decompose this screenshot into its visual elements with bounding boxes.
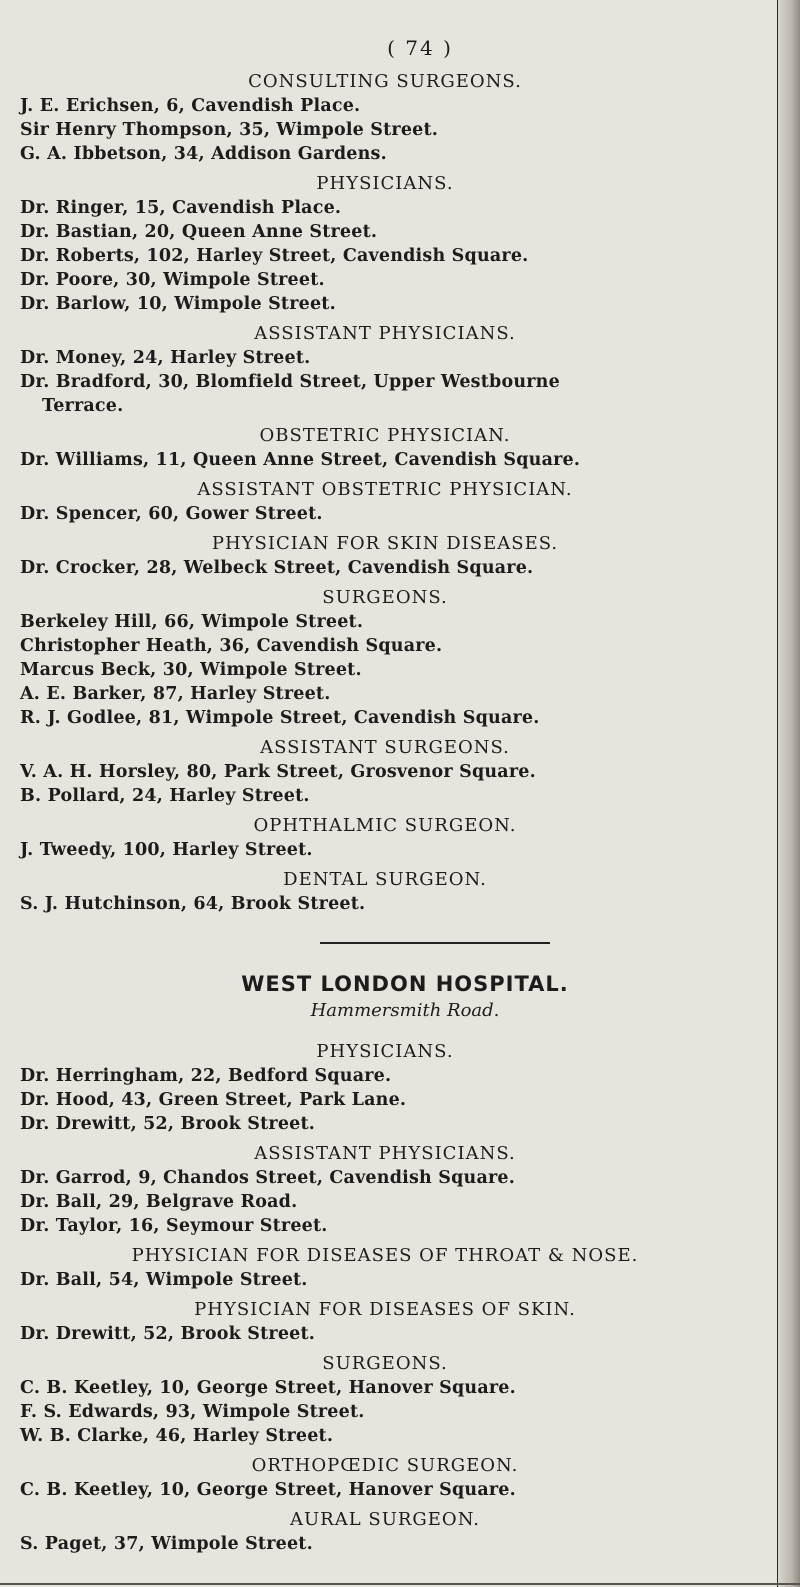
section-heading: SURGEONS. bbox=[322, 587, 448, 608]
section-heading: PHYSICIAN FOR DISEASES OF SKIN. bbox=[194, 1299, 576, 1320]
page-number: ( 74 ) bbox=[387, 36, 453, 60]
directory-entry: Dr. Herringham, 22, Bedford Square. bbox=[20, 1066, 392, 1086]
directory-entry: B. Pollard, 24, Harley Street. bbox=[20, 786, 310, 806]
directory-entry: Dr. Hood, 43, Green Street, Park Lane. bbox=[20, 1090, 407, 1110]
directory-entry: S. J. Hutchinson, 64, Brook Street. bbox=[20, 894, 366, 914]
directory-entry: J. E. Erichsen, 6, Cavendish Place. bbox=[20, 96, 361, 116]
hospital-subtitle: Hammersmith Road. bbox=[310, 1000, 500, 1021]
section-heading: PHYSICIAN FOR SKIN DISEASES. bbox=[211, 533, 559, 554]
directory-entry: F. S. Edwards, 93, Wimpole Street. bbox=[20, 1402, 365, 1422]
directory-entry: C. B. Keetley, 10, George Street, Hanover Square. bbox=[20, 1480, 516, 1500]
section-divider bbox=[320, 942, 550, 944]
directory-entry: Dr. Ball, 29, Belgrave Road. bbox=[20, 1192, 298, 1212]
section-heading: AURAL SURGEON. bbox=[289, 1509, 481, 1530]
section-heading: OPHTHALMIC SURGEON. bbox=[253, 815, 517, 836]
section-heading: OBSTETRIC PHYSICIAN. bbox=[259, 425, 511, 446]
hospital-title: WEST LONDON HOSPITAL. bbox=[241, 972, 569, 996]
section-heading: PHYSICIANS. bbox=[316, 1041, 454, 1062]
directory-entry: Dr. Crocker, 28, Welbeck Street, Cavendish Square. bbox=[20, 558, 534, 578]
directory-entry: Dr. Money, 24, Harley Street. bbox=[20, 348, 311, 368]
page-bottom-line bbox=[0, 1583, 800, 1585]
directory-entry: Dr. Williams, 11, Queen Anne Street, Cavendish Square. bbox=[20, 450, 581, 470]
directory-entry: Dr. Poore, 30, Wimpole Street. bbox=[20, 270, 325, 290]
directory-entry: A. E. Barker, 87, Harley Street. bbox=[20, 684, 331, 704]
section-heading: ORTHOPŒDIC SURGEON. bbox=[251, 1455, 519, 1476]
directory-entry: S. Paget, 37, Wimpole Street. bbox=[20, 1534, 313, 1554]
section-heading: SURGEONS. bbox=[322, 1353, 448, 1374]
directory-entry: G. A. Ibbetson, 34, Addison Gardens. bbox=[20, 144, 387, 164]
directory-entry: Dr. Barlow, 10, Wimpole Street. bbox=[20, 294, 336, 314]
section-heading: ASSISTANT PHYSICIANS. bbox=[254, 323, 516, 344]
section-heading: PHYSICIAN FOR DISEASES OF THROAT & NOSE. bbox=[131, 1245, 639, 1266]
section-heading: ASSISTANT OBSTETRIC PHYSICIAN. bbox=[197, 479, 573, 500]
directory-entry: Christopher Heath, 36, Cavendish Square. bbox=[20, 636, 443, 656]
directory-entry: Sir Henry Thompson, 35, Wimpole Street. bbox=[20, 120, 439, 140]
section-heading: PHYSICIANS. bbox=[316, 173, 454, 194]
directory-entry: C. B. Keetley, 10, George Street, Hanover Square. bbox=[20, 1378, 516, 1398]
directory-entry: R. J. Godlee, 81, Wimpole Street, Cavendish Square. bbox=[20, 708, 540, 728]
section-heading: ASSISTANT SURGEONS. bbox=[260, 737, 510, 758]
section-heading: ASSISTANT PHYSICIANS. bbox=[254, 1143, 516, 1164]
directory-entry: Dr. Bradford, 30, Blomfield Street, Upper Westbourne bbox=[20, 372, 560, 392]
directory-entry: Dr. Ball, 54, Wimpole Street. bbox=[20, 1270, 308, 1290]
directory-entry: Marcus Beck, 30, Wimpole Street. bbox=[20, 660, 362, 680]
hospital-staff-list bbox=[20, 70, 750, 916]
directory-entry: W. B. Clarke, 46, Harley Street. bbox=[20, 1426, 334, 1446]
section-heading: DENTAL SURGEON. bbox=[283, 869, 487, 890]
directory-entry: Dr. Bastian, 20, Queen Anne Street. bbox=[20, 222, 378, 242]
directory-entry: V. A. H. Horsley, 80, Park Street, Grosvenor Square. bbox=[20, 762, 536, 782]
directory-entry: Dr. Ringer, 15, Cavendish Place. bbox=[20, 198, 342, 218]
directory-entry: Berkeley Hill, 66, Wimpole Street. bbox=[20, 612, 364, 632]
directory-entry: Dr. Drewitt, 52, Brook Street. bbox=[20, 1114, 316, 1134]
directory-entry: Terrace. bbox=[42, 396, 124, 416]
directory-entry: Dr. Garrod, 9, Chandos Street, Cavendish Square. bbox=[20, 1168, 516, 1188]
directory-entry: Dr. Roberts, 102, Harley Street, Cavendish Square. bbox=[20, 246, 529, 266]
page-content bbox=[20, 36, 750, 1556]
page-edge-shadow bbox=[778, 0, 800, 1587]
directory-entry: Dr. Spencer, 60, Gower Street. bbox=[20, 504, 323, 524]
directory-entry: Dr. Taylor, 16, Seymour Street. bbox=[20, 1216, 328, 1236]
west-london-hospital-staff-list bbox=[20, 1040, 750, 1556]
section-heading: CONSULTING SURGEONS. bbox=[248, 71, 522, 92]
directory-entry: J. Tweedy, 100, Harley Street. bbox=[20, 840, 313, 860]
directory-entry: Dr. Drewitt, 52, Brook Street. bbox=[20, 1324, 316, 1344]
